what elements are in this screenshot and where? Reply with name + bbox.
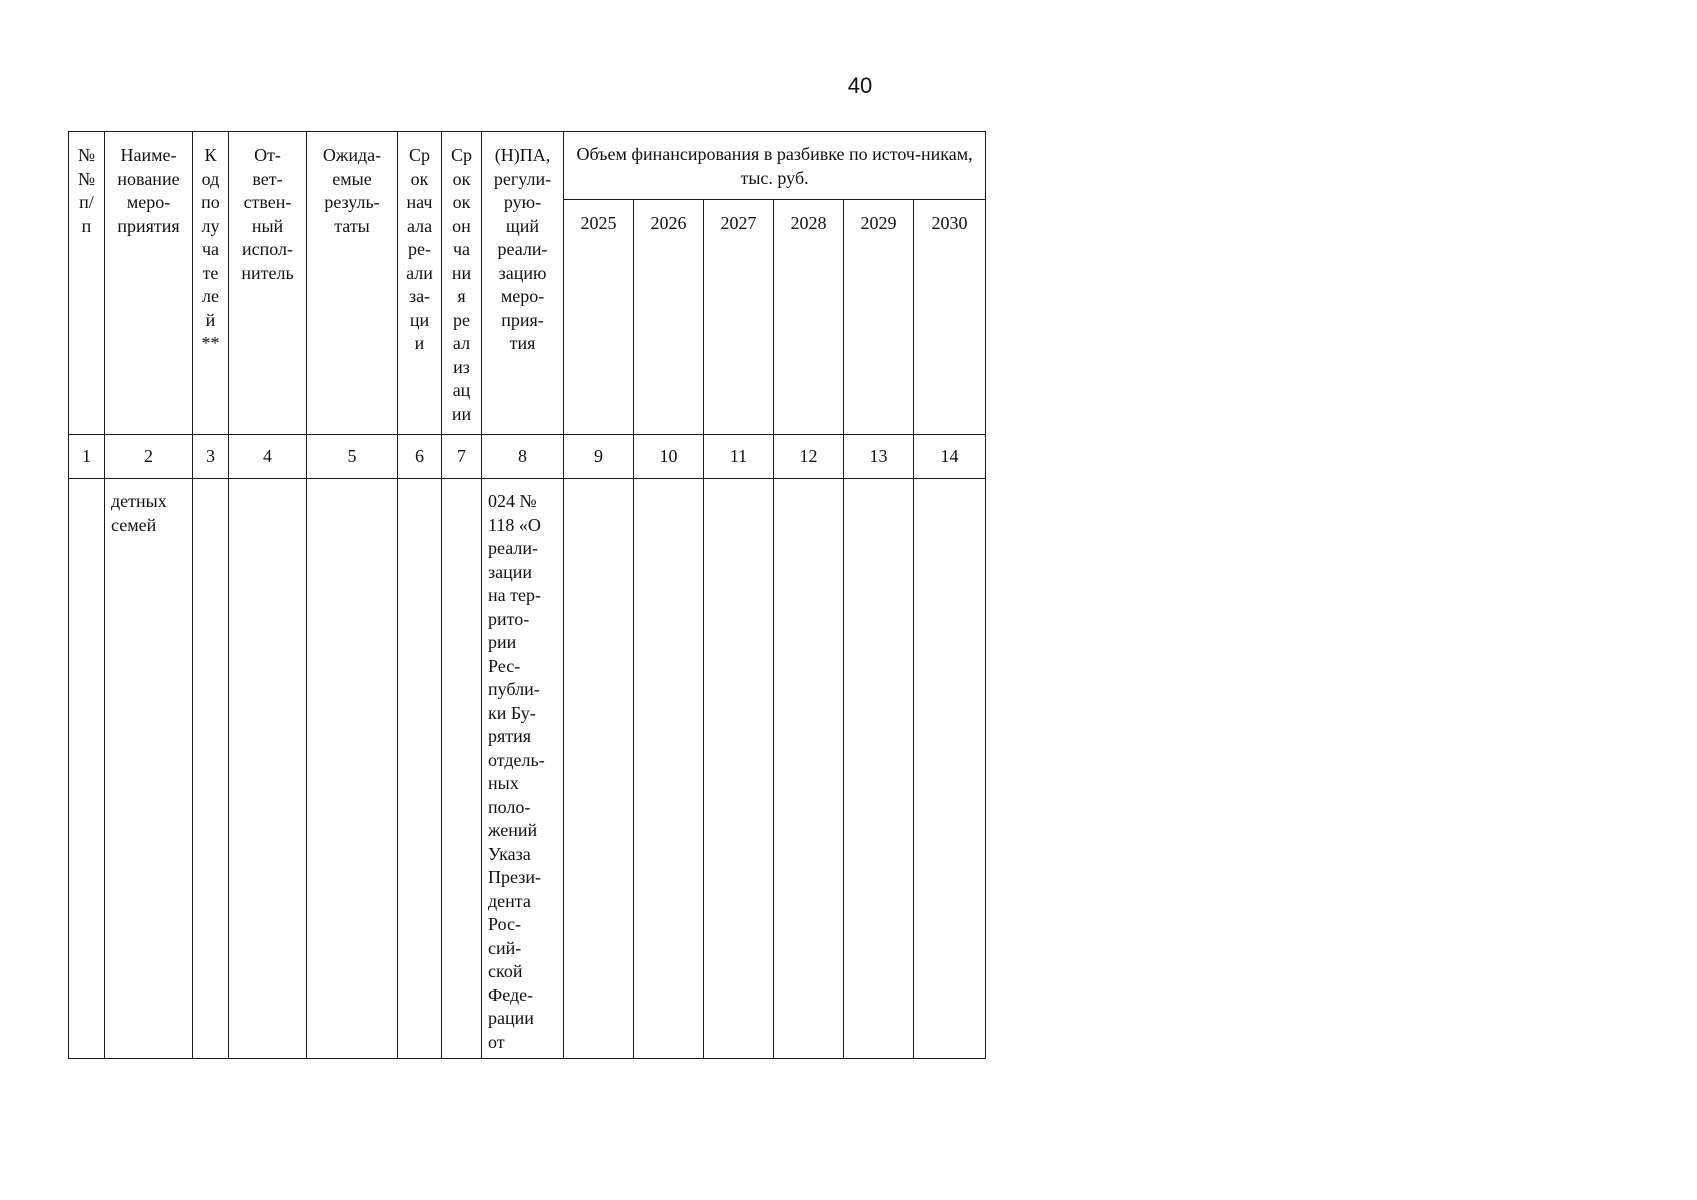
cell-recipient-code xyxy=(193,479,229,1059)
column-number: 6 xyxy=(398,435,442,479)
column-number: 7 xyxy=(442,435,482,479)
column-number: 14 xyxy=(914,435,986,479)
column-number: 11 xyxy=(704,435,774,479)
column-number: 12 xyxy=(774,435,844,479)
cell-start-date xyxy=(398,479,442,1059)
header-financing: Объем финансирования в разбивке по источ-никам, тыс. руб. xyxy=(564,132,986,200)
header-year-2028: 2028 xyxy=(774,200,844,435)
cell-2026 xyxy=(634,479,704,1059)
cell-name: детных семей xyxy=(105,479,193,1059)
financing-table xyxy=(68,131,986,1059)
header-col-end-date: Ср ок ок он ча ни я ре ал из ац ии xyxy=(442,132,482,435)
cell-number xyxy=(69,479,105,1059)
column-number: 2 xyxy=(105,435,193,479)
header-year-2027: 2027 xyxy=(704,200,774,435)
cell-2025 xyxy=(564,479,634,1059)
header-year-2025: 2025 xyxy=(564,200,634,435)
cell-2028 xyxy=(774,479,844,1059)
cell-2027 xyxy=(704,479,774,1059)
header-col-responsible: От- вет- ствен- ный испол- нитель xyxy=(229,132,307,435)
header-year-2030: 2030 xyxy=(914,200,986,435)
column-number: 8 xyxy=(482,435,564,479)
column-number-row xyxy=(69,435,986,479)
header-col-number: № № п/ п xyxy=(69,132,105,435)
table-row xyxy=(69,479,986,1059)
column-number: 1 xyxy=(69,435,105,479)
header-col-recipient-code: К од по лу ча те ле й ** xyxy=(193,132,229,435)
header-year-2029: 2029 xyxy=(844,200,914,435)
column-number: 3 xyxy=(193,435,229,479)
column-number: 5 xyxy=(307,435,398,479)
cell-2030 xyxy=(914,479,986,1059)
column-number: 4 xyxy=(229,435,307,479)
cell-legal-act: 024 № 118 «О реали- зации на тер- рито- рии Рес- публи- ки Бу- рятия отдель- ных поло- жений Указа Прези- дента Рос- сий- ской Феде- рации от xyxy=(482,479,564,1059)
column-number: 9 xyxy=(564,435,634,479)
cell-end-date xyxy=(442,479,482,1059)
header-row-1 xyxy=(69,132,986,200)
cell-2029 xyxy=(844,479,914,1059)
cell-responsible xyxy=(229,479,307,1059)
header-year-2026: 2026 xyxy=(634,200,704,435)
header-col-name: Наиме- нование меро- приятия xyxy=(105,132,193,435)
column-number: 13 xyxy=(844,435,914,479)
cell-expected-results xyxy=(307,479,398,1059)
page-number: 40 xyxy=(847,73,873,98)
header-col-expected-results: Ожида- емые резуль- таты xyxy=(307,132,398,435)
header-col-start-date: Ср ок нач ала ре- али за- ци и xyxy=(398,132,442,435)
column-number: 10 xyxy=(634,435,704,479)
header-col-legal-act: (Н)ПА, регули- рую- щий реали- зацию меро- прия- тия xyxy=(482,132,564,435)
